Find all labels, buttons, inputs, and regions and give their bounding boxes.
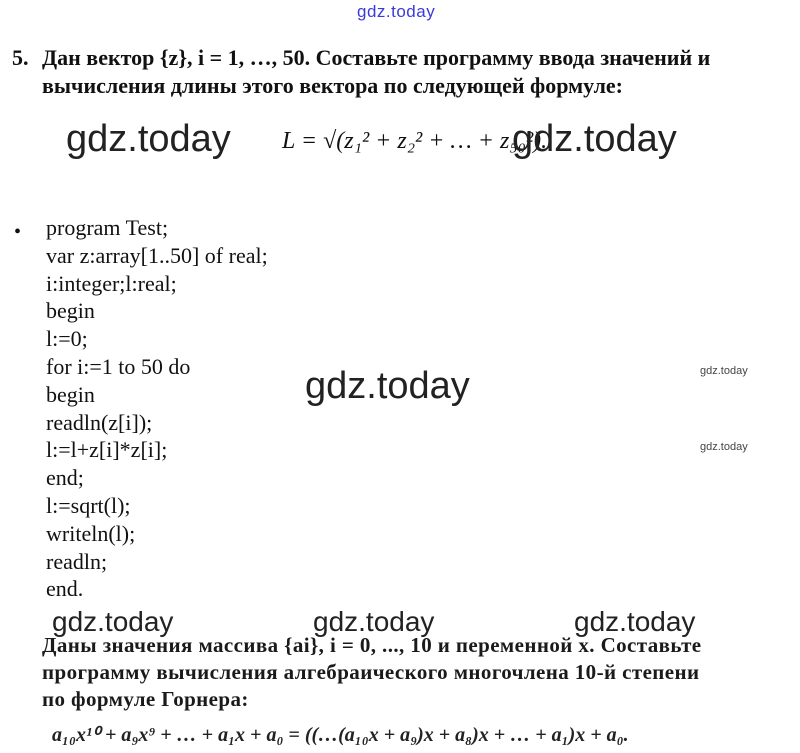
watermark-code-center: gdz.today [305,365,470,407]
watermark-bottom-3: gdz.today [574,606,696,637]
watermark-formula-left: gdz.today [66,118,231,160]
watermark-code-right-2: gdz.today [700,441,748,453]
length-formula: L = √(z₁² + z₂² + … + z₅₀²). [282,128,548,154]
watermark-bottom-1: gdz.today [52,606,174,637]
bullet-icon: • [14,221,22,243]
code-line: var z:array[1..50] of real; [46,242,268,268]
watermark-formula-right: gdz.today [512,118,677,160]
code-line: program Test; [46,215,169,240]
task-number: 5. [12,45,29,70]
code-line: begin [46,298,95,324]
horner-formula: a₁₀x¹⁰ + a₉x⁹ + … + a₁x + a₀ = ((…(a₁₀x + a₉)x + a₈)x + … + a₁)x + a₀. [52,724,629,746]
task2-line-1: Даны значения массива {ai}, i = 0, ..., 10 и переменной х. Составьте [42,633,702,657]
code-line: l:=l+z[i]*z[i]; [46,437,168,463]
code-line: for i:=1 to 50 do [46,353,191,379]
code-line: end. [46,576,84,602]
code-line: i:integer;l:real; [46,270,177,296]
watermark-top: gdz.today [357,2,436,21]
task-horner [42,632,794,713]
code-line: readln(z[i]); [46,409,153,435]
code-line: writeln(l); [46,520,136,546]
code-line: l:=sqrt(l); [46,492,131,518]
task-text-line-2: вычисления длины этого вектора по следующей формуле: [42,73,624,98]
code-line: begin [46,381,95,407]
task-text-line-1: Дан вектор {z}, i = 1, …, 50. Составьте программу ввода значений и [42,45,711,70]
task2-line-3: по формуле Горнера: [42,687,249,711]
watermark-bottom-2: gdz.today [313,606,435,637]
task2-line-2: программу вычисления алгебраического многочлена 10-й степени [42,660,700,684]
code-line: readln; [46,548,108,574]
code-line: end; [46,465,84,491]
watermark-code-right-1: gdz.today [700,365,748,377]
task-5 [12,44,794,100]
pascal-code [46,214,268,603]
code-line: l:=0; [46,326,88,352]
